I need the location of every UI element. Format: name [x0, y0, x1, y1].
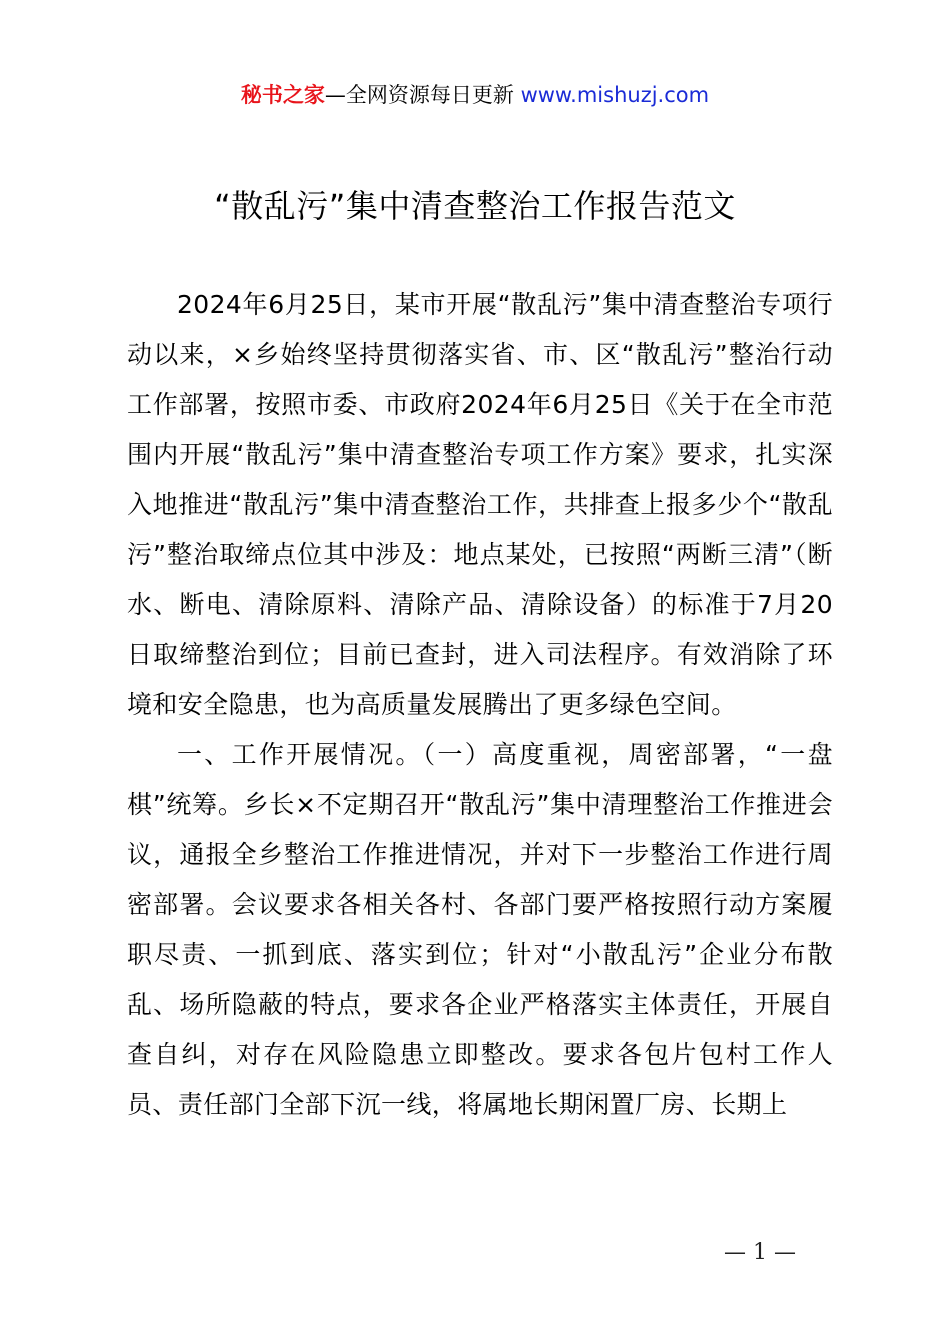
document-title: “散乱污”集中清查整治工作报告范文 [214, 187, 736, 225]
site-header [0, 80, 950, 110]
header-tagline: —全网资源每日更新 [324, 83, 521, 107]
page-number: — 1 — [724, 1240, 796, 1265]
brand-name: 秘书之家 [240, 83, 325, 107]
paragraph-intro: 2024年6月25日，某市开展“散乱污”集中清查整治专项行动以来，×乡始终坚持贯彻落实省、市、区“散乱污”整治行动工作部署，按照市委、市政府2024年6月25日《关于在全市范围内开展“散乱污”集中清查整治专项工作方案》要求，扎实深入地推进“散乱污”集中清查整治工作，共排查上报多少个“散乱污”整治取缔点位其中涉及：地点某处，已按照“两断三清”（断水、断电、清除原料、清除产品、清除设备）的标准于7月20日取缔整治到位；目前已查封，进入司法程序。有效消除了环境和安全隐患，也为高质量发展腾出了更多绿色空间。 [127, 290, 833, 719]
site-url-link[interactable]: www.mishuzj.com [520, 83, 710, 107]
paragraph-work-situation: 一、工作开展情况。（一）高度重视，周密部署，“一盘棋”统筹。乡长×不定期召开“散乱污”集中清理整治工作推进会议，通报全乡整治工作推进情况，并对下一步整治工作进行周密部署。会议要求各相关各村、各部门要严格按照行动方案履职尽责、一抓到底、落实到位；针对“小散乱污”企业分布散乱、场所隐蔽的特点，要求各企业严格落实主体责任，开展自查自纠，对存在风险隐患立即整改。要求各包片包村工作人员、责任部门全部下沉一线，将属地长期闲置厂房、长期上 [127, 740, 833, 1119]
document-body [127, 280, 833, 1130]
